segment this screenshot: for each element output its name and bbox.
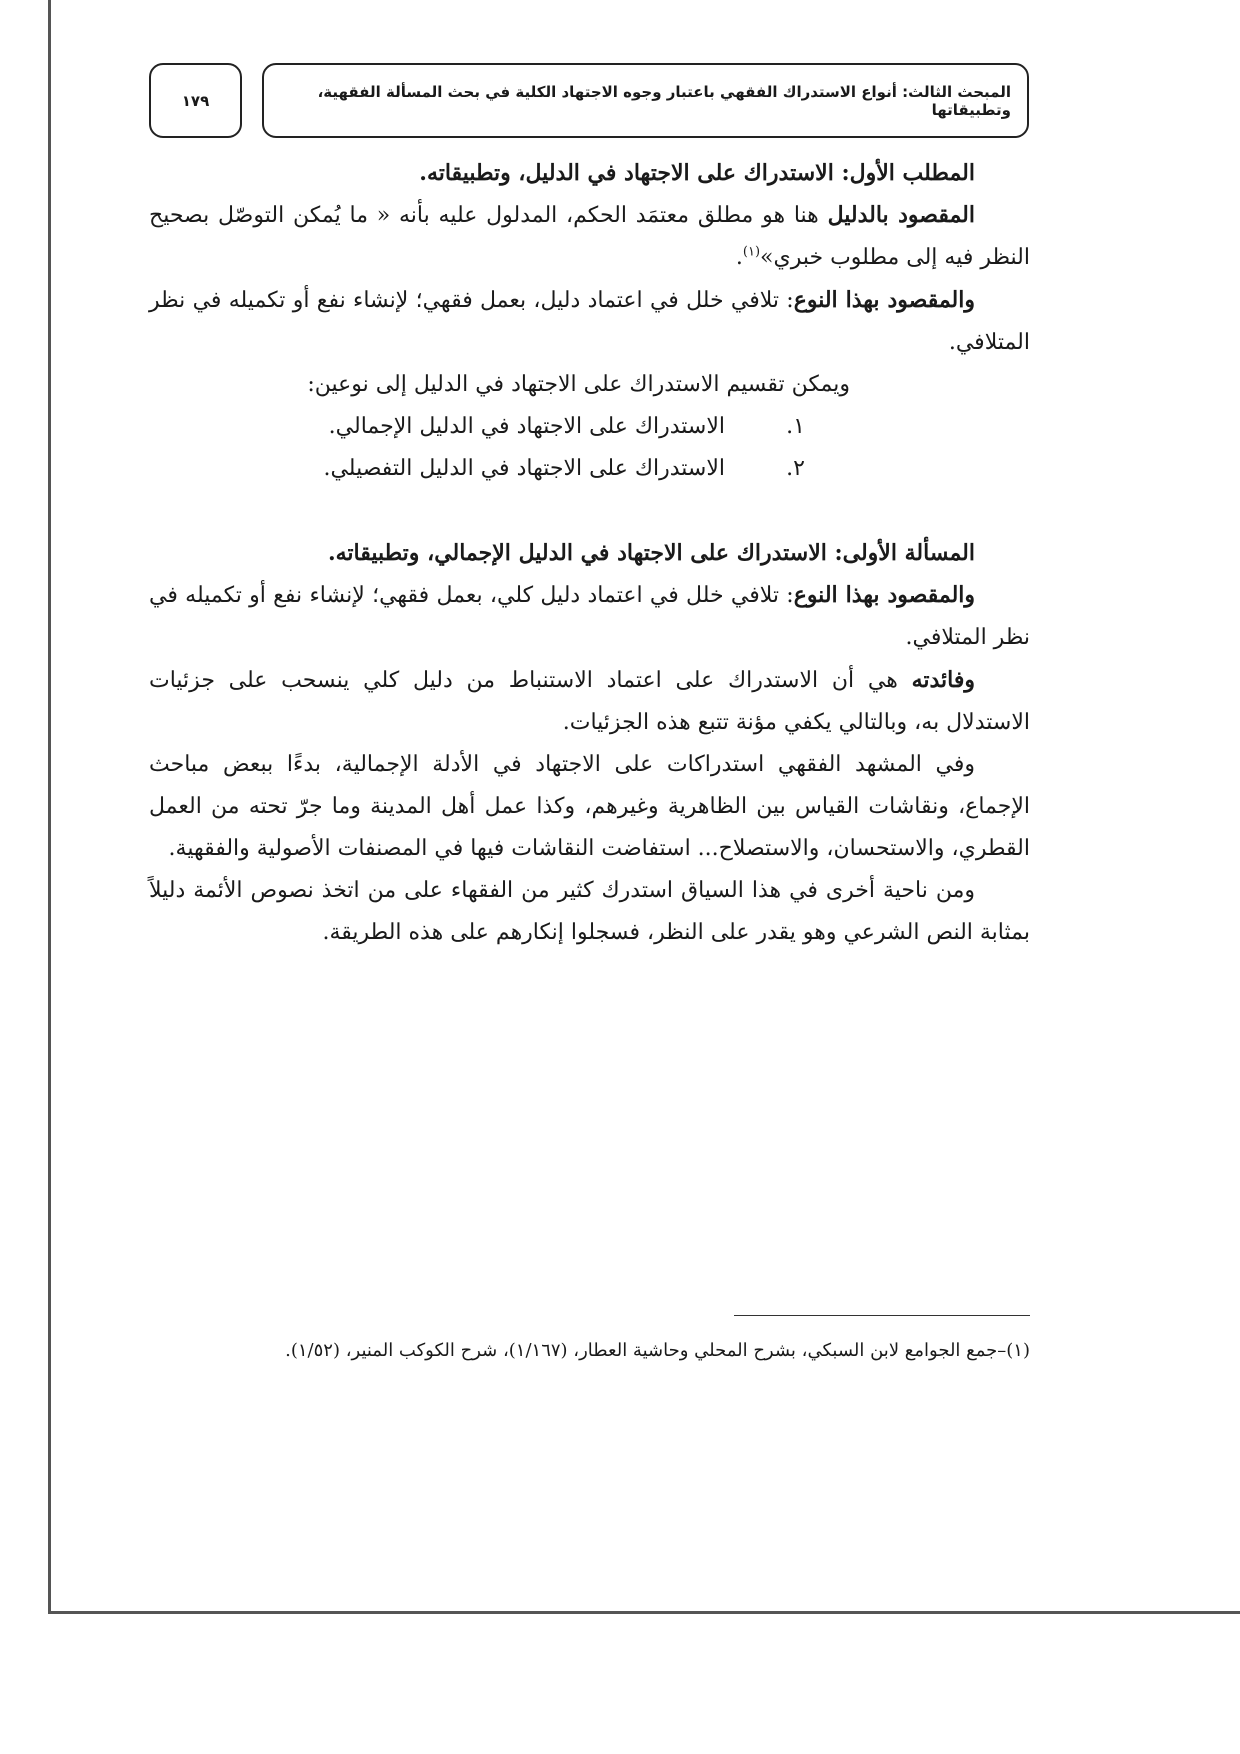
footnote-ref-1[interactable]: (١) xyxy=(742,244,761,260)
paragraph-issue-type xyxy=(149,574,1030,659)
paragraph-benefit xyxy=(149,659,1030,744)
benefit-text: هي أن الاستدراك على اعتماد الاستنباط من دليل كلي ينسحب على جزئيات الاستدلال به، وبالتالي يكفي مؤنة تتبع هذه الجزئيات. xyxy=(149,668,1030,735)
list-item xyxy=(149,448,1030,490)
running-header xyxy=(262,63,1029,138)
definition-text: هنا هو مطلق معتمَد الحكم، المدلول عليه بأنه « ما يُمكن التوصّل بصحيح النظر فيه إلى مطلوب خبري» xyxy=(149,203,1030,270)
page-border-left xyxy=(48,0,51,1614)
main-text xyxy=(149,152,1030,954)
list-item xyxy=(149,406,1030,448)
list-number: ٢. xyxy=(786,456,805,481)
definition-end: . xyxy=(735,245,743,270)
page-number-box xyxy=(149,63,242,138)
page-number: ١٧٩ xyxy=(181,91,210,110)
paragraph-type-definition xyxy=(149,279,1030,364)
division-intro: ويمكن تقسيم الاستدراك على الاجتهاد في الدليل إلى نوعين: xyxy=(307,372,850,397)
term-type: والمقصود بهذا النوع xyxy=(793,287,975,313)
issue-heading: المسألة الأولى: الاستدراك على الاجتهاد في الدليل الإجمالي، وتطبيقاته. xyxy=(327,540,975,566)
section-heading: المطلب الأول: الاستدراك على الاجتهاد في الدليل، وتطبيقاته. xyxy=(419,160,975,186)
footnote xyxy=(149,1334,1030,1368)
paragraph-definition-dalil xyxy=(149,194,1030,279)
term-type: والمقصود بهذا النوع xyxy=(793,582,976,608)
running-header-title: المبحث الثالث: أنواع الاستدراك الفقهي باعتبار وجوه الاجتهاد الكلية في بحث المسألة الفقهية، وتطبيقاتها xyxy=(317,82,1011,119)
list-text: الاستدراك على الاجتهاد في الدليل التفصيلي. xyxy=(323,456,725,481)
term-dalil: المقصود بالدليل xyxy=(827,202,975,228)
term-benefit: وفائدته xyxy=(911,667,975,693)
spacer xyxy=(149,490,1030,532)
footnote-separator xyxy=(734,1315,1030,1316)
paragraph-other-aspect: ومن ناحية أخرى في هذا السياق استدرك كثير من الفقهاء على من اتخذ نصوص الأئمة دليلاً بمثابة النص الشرعي وهو يقدر على النظر، فسجلوا إنكارهم على هذه الطريقة. xyxy=(149,878,1030,945)
page-border-bottom xyxy=(48,1611,1240,1614)
type-definition-text: : تلافي خلل في اعتماد دليل، بعمل فقهي؛ لإنشاء نفع أو تكميله في نظر المتلافي. xyxy=(149,288,1030,355)
issue-type-text: : تلافي خلل في اعتماد دليل كلي، بعمل فقهي؛ لإنشاء نفع أو تكميله في نظر المتلافي. xyxy=(149,583,1030,650)
paragraph-fiqh-scene: وفي المشهد الفقهي استدراكات على الاجتهاد في الأدلة الإجمالية، بدءًا ببعض مباحث الإجماع، ونقاشات القياس بين الظاهرية وغيرهم، وكذا عمل أهل المدينة وما جرّ تحته من العمل القطري، والاستحسان، والاستصلاح... استفاضت النقاشات فيها في المصنفات الأصولية والفقهية. xyxy=(149,752,1030,861)
list-text: الاستدراك على الاجتهاد في الدليل الإجمالي. xyxy=(328,414,725,439)
footnote-text: (١)–جمع الجوامع لابن السبكي، بشرح المحلي وحاشية العطار، (١/١٦٧)، شرح الكوكب المنير، (١/٥٢). xyxy=(285,1340,1030,1361)
list-number: ١. xyxy=(786,414,805,439)
